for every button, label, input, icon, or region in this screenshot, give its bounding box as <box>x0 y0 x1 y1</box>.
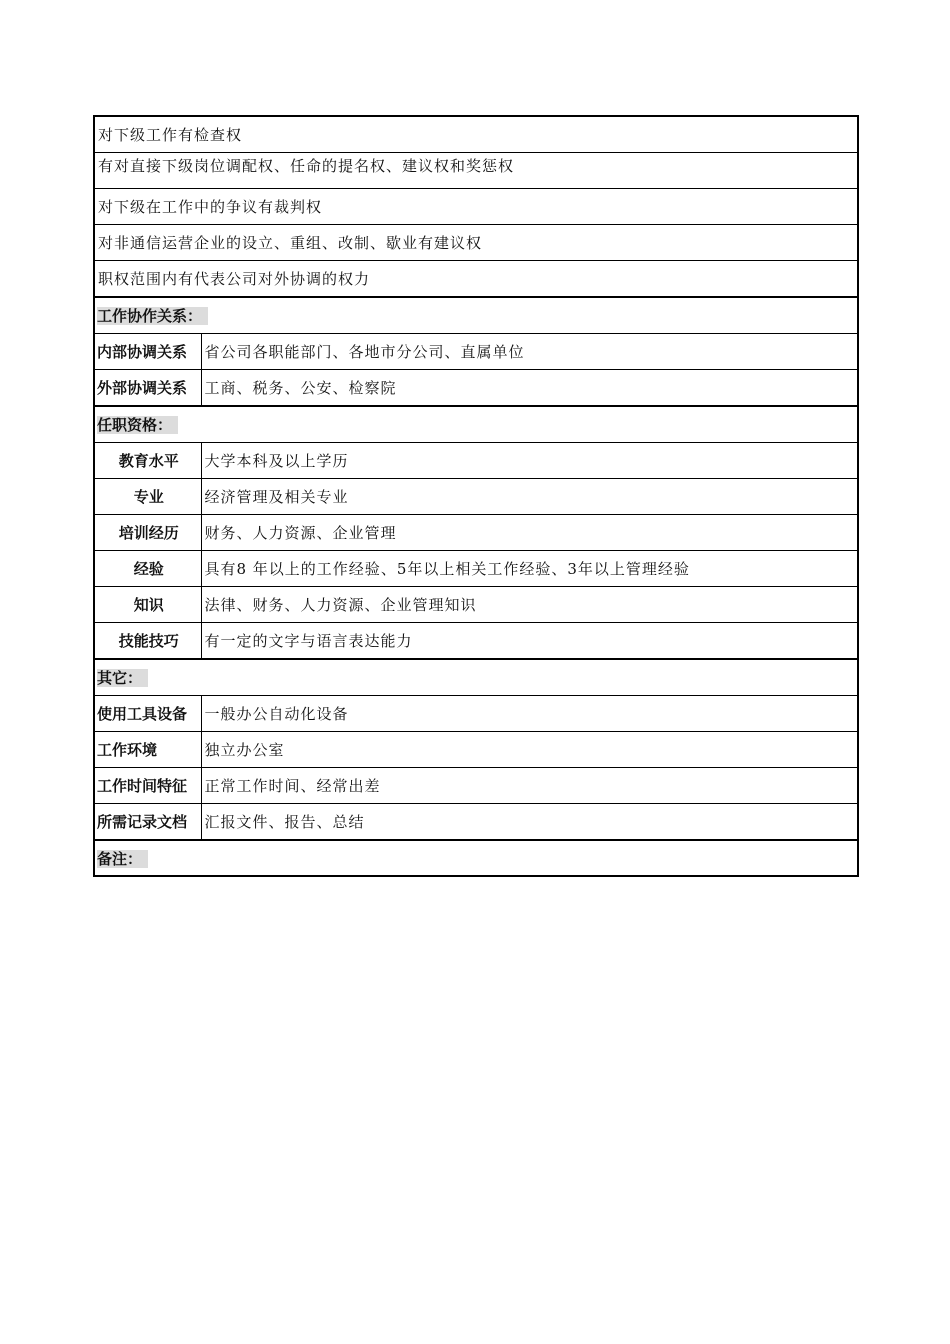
field-label: 技能技巧 <box>94 622 201 659</box>
field-label: 培训经历 <box>94 514 201 550</box>
field-label: 外部协调关系 <box>94 369 201 406</box>
section-title-other: 其它： <box>97 669 148 687</box>
table-row <box>94 514 858 550</box>
field-value: 工商、税务、公安、检察院 <box>201 369 858 406</box>
authority-item: 有对直接下级岗位调配权、任命的提名权、建议权和奖惩权 <box>94 152 858 188</box>
field-value: 有一定的文字与语言表达能力 <box>201 622 858 659</box>
table-row <box>94 586 858 622</box>
field-label: 内部协调关系 <box>94 333 201 369</box>
field-value: 汇报文件、报告、总结 <box>201 803 858 840</box>
field-value: 法律、财务、人力资源、企业管理知识 <box>201 586 858 622</box>
field-value: 正常工作时间、经常出差 <box>201 767 858 803</box>
table-row <box>94 550 858 586</box>
authority-row <box>94 260 858 297</box>
field-label: 所需记录文档 <box>94 803 201 840</box>
field-value: 具有8 年以上的工作经验、5年以上相关工作经验、3年以上管理经验 <box>201 550 858 586</box>
field-label: 工作环境 <box>94 731 201 767</box>
field-label: 知识 <box>94 586 201 622</box>
table-row <box>94 803 858 840</box>
section-header-row <box>94 840 858 876</box>
section-header-row <box>94 406 858 442</box>
table-row <box>94 478 858 514</box>
table-row <box>94 767 858 803</box>
section-header-row <box>94 297 858 333</box>
section-title-notes: 备注： <box>97 850 148 868</box>
authority-item: 对非通信运营企业的设立、重组、改制、歇业有建议权 <box>94 224 858 260</box>
section-header-row <box>94 659 858 695</box>
section-title-qualifications: 任职资格： <box>97 416 178 434</box>
field-value: 一般办公自动化设备 <box>201 695 858 731</box>
field-label: 经验 <box>94 550 201 586</box>
field-value: 财务、人力资源、企业管理 <box>201 514 858 550</box>
authority-row <box>94 224 858 260</box>
field-value: 大学本科及以上学历 <box>201 442 858 478</box>
section-title-cooperation: 工作协作关系： <box>97 307 208 325</box>
authority-item: 对下级在工作中的争议有裁判权 <box>94 188 858 224</box>
table-row <box>94 333 858 369</box>
field-label: 专业 <box>94 478 201 514</box>
field-label: 工作时间特征 <box>94 767 201 803</box>
table-row <box>94 731 858 767</box>
authority-item: 职权范围内有代表公司对外协调的权力 <box>94 260 858 297</box>
field-value: 省公司各职能部门、各地市分公司、直属单位 <box>201 333 858 369</box>
field-label: 教育水平 <box>94 442 201 478</box>
authority-item: 对下级工作有检查权 <box>94 116 858 152</box>
authority-row <box>94 116 858 152</box>
table-row <box>94 442 858 478</box>
job-description-table <box>93 115 859 877</box>
field-label: 使用工具设备 <box>94 695 201 731</box>
table-row <box>94 695 858 731</box>
field-value: 经济管理及相关专业 <box>201 478 858 514</box>
authority-row <box>94 152 858 188</box>
table-row <box>94 622 858 659</box>
table-row <box>94 369 858 406</box>
authority-row <box>94 188 858 224</box>
field-value: 独立办公室 <box>201 731 858 767</box>
